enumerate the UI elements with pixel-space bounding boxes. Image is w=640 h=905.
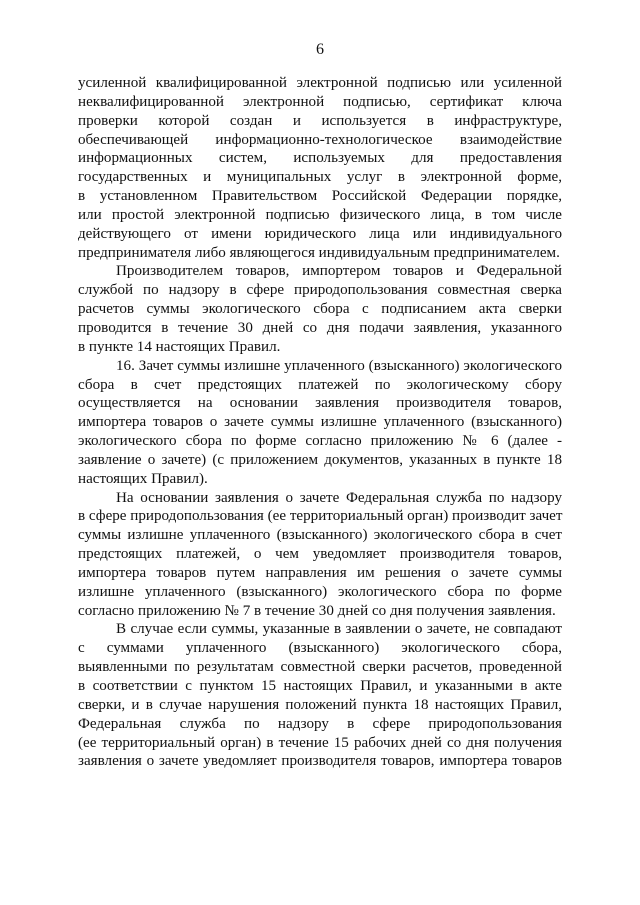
text-line: Федеральная служба по надзору в сфере природопользования bbox=[78, 715, 562, 732]
text-line: экологического сбора по форме согласно приложению № 6 (далее - bbox=[78, 433, 562, 450]
text-line: действующего от имени юридического лица или индивидуального bbox=[78, 225, 562, 242]
text-line: 16. Зачет суммы излишне уплаченного (взысканного) экологического bbox=[116, 357, 562, 374]
text-line: согласно приложению № 7 в течение 30 дней со дня получения заявления. bbox=[78, 602, 556, 619]
text-line: в пункте 14 настоящих Правил. bbox=[78, 338, 281, 355]
document-body bbox=[78, 74, 562, 771]
text-line: излишне уплаченного (взысканного) экологического сбора по форме bbox=[78, 583, 562, 600]
text-line: усиленной квалифицированной электронной подписью или усиленной bbox=[78, 75, 562, 91]
paragraph-joint-reconciliation bbox=[78, 262, 562, 356]
paragraph-item-16 bbox=[78, 357, 562, 489]
text-line: осуществляется на основании заявления производителя товаров, bbox=[78, 395, 562, 412]
text-line: импортера товаров о зачете суммы излишне уплаченного (взысканного) bbox=[78, 414, 562, 431]
text-line: В случае если суммы, указанные в заявлении о зачете, не совпадают bbox=[116, 621, 562, 638]
text-line: расчетов суммы экологического сбора с подписанием акта сверки bbox=[78, 301, 562, 318]
text-line: импортера товаров путем направления им решения о зачете суммы bbox=[78, 564, 562, 581]
text-line: в сфере природопользования (ее территориальный орган) производит зачет bbox=[78, 508, 563, 525]
text-line: Производителем товаров, импортером товаров и Федеральной bbox=[116, 263, 562, 280]
text-line: в соответствии с пунктом 15 настоящих Правил, и указанными в акте bbox=[78, 678, 562, 694]
text-line: заявления о зачете уведомляет производителя товаров, импортера товаров bbox=[78, 753, 562, 770]
text-line: государственных и муниципальных услуг в электронной форме, bbox=[78, 169, 562, 186]
text-line: проверки которой создан и используется в инфраструктуре, bbox=[78, 112, 562, 129]
text-line: предпринимателя либо являющегося индивидуальным предпринимателем. bbox=[78, 244, 560, 261]
text-line: проводится в течение 30 дней со дня подачи заявления, указанного bbox=[78, 319, 562, 336]
text-line: сбора в счет предстоящих платежей по экологическому сбору bbox=[78, 376, 562, 393]
text-line: предстоящих платежей, о чем уведомляет производителя товаров, bbox=[78, 546, 562, 563]
text-line: выявленными по результатам совместной сверки расчетов, проведенной bbox=[78, 659, 562, 676]
text-line: неквалифицированной электронной подписью, сертификат ключа bbox=[78, 93, 562, 110]
text-line: настоящих Правил). bbox=[78, 470, 208, 487]
text-line: На основании заявления о зачете Федеральная служба по надзору bbox=[116, 489, 562, 506]
paragraph-offset-decision bbox=[78, 489, 562, 621]
text-line: с суммами уплаченного (взысканного) экологического сбора, bbox=[78, 640, 562, 657]
text-line: суммы излишне уплаченного (взысканного) экологического сбора в счет bbox=[78, 527, 562, 544]
text-line: сверки, и в случае нарушения положений пункта 18 настоящих Правил, bbox=[78, 696, 562, 713]
text-line: обеспечивающей информационно-технологическое взаимодействие bbox=[78, 131, 562, 148]
text-line: в установленном Правительством Российской Федерации порядке, bbox=[78, 188, 562, 205]
paragraph-mismatch-case bbox=[78, 620, 562, 771]
text-line: или простой электронной подписью физического лица, в том числе bbox=[78, 206, 562, 223]
page-number: 6 bbox=[316, 41, 324, 58]
paragraph-continuation bbox=[78, 74, 562, 262]
text-line: службой по надзору в сфере природопользования совместная сверка bbox=[78, 282, 562, 299]
text-line: информационных систем, используемых для предоставления bbox=[78, 150, 562, 167]
text-line: (ее территориальный орган) в течение 15 рабочих дней со дня получения bbox=[78, 734, 562, 751]
text-line: заявление о зачете) (с приложением документов, указанных в пункте 18 bbox=[78, 451, 562, 468]
